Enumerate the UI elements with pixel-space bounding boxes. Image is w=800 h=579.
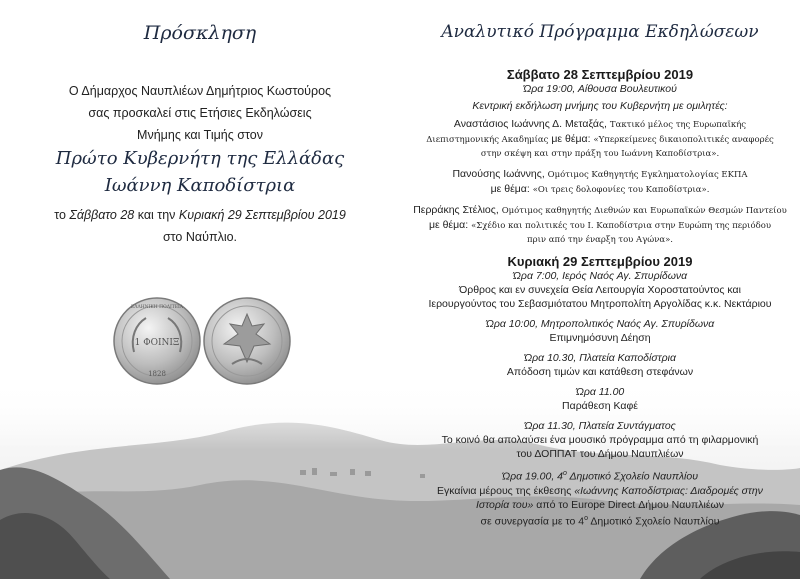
date-sunday: Κυριακή 29 Σεπτεμβρίου 2019 — [178, 208, 346, 222]
invitation-line: Ο Δήμαρχος Ναυπλιέων Δημήτριος Κωστούρος — [68, 84, 332, 98]
event-6-exhibit-2: Ιστορία του» — [476, 498, 534, 511]
event-5-desc: Το κοινό θα απολαύσει ένα μουσικό πρόγραμμα από τη φιλαρμονική — [441, 434, 759, 446]
speaker-3-topic: «Σχέδιο και πολιτικές του Ι. Καποδίστρια στην Ευρώπη της περιόδου — [471, 221, 772, 231]
day2-date: Κυριακή 29 Σεπτεμβρίου 2019 — [507, 254, 693, 269]
event-6-time-b: Δημοτικό Σχολείο Ναυπλίου — [566, 470, 698, 483]
speaker-3-role: Ομότιμος καθηγητής Διεθνών και Ευρωπαϊκών Θεσμών Παντείου — [501, 206, 787, 216]
speaker-1-line2 — [400, 132, 800, 147]
program-body — [400, 68, 800, 528]
event-2-time: Ώρα 10:00, Μητροπολιτικός Ναός Αγ. Σπυρίδωνα — [485, 318, 715, 330]
event-4-desc: Παράθεση Καφέ — [562, 400, 638, 412]
event-dates — [0, 204, 400, 248]
event-6-desc-b: από το Europe Direct Δήμου Ναυπλιέων — [533, 498, 724, 511]
speaker-3-topic-2: πριν από την έναρξη του Αγώνα». — [526, 235, 674, 245]
invitation-text — [0, 80, 400, 146]
event-5-time: Ώρα 11.30, Πλατεία Συντάγματος — [524, 420, 676, 432]
invitation-line: Μνήμης και Τιμής στον — [137, 128, 263, 142]
speaker-1-with: με θέμα: — [548, 133, 594, 145]
event-6-desc — [400, 484, 800, 498]
dates-line — [0, 204, 400, 226]
event-1-desc-2: Ιερουργούντος του Σεβασμιότατου Μητροπολίτη Αργολίδας κ.κ. Νεκτάριου — [428, 298, 772, 310]
dates-prefix: το — [54, 208, 70, 222]
event-1-desc: Όρθρος και εν συνεχεία Θεία Λειτουργία Χοροστατούντος και — [459, 284, 741, 296]
speaker-1-role: Τακτικό μέλος της Ευρωπαϊκής — [609, 120, 747, 130]
event-6-desc-a: Εγκαίνια μέρους της έκθεσης — [437, 484, 575, 497]
event-3-time: Ώρα 10.30, Πλατεία Καποδίστρια — [524, 352, 676, 364]
speaker-1 — [400, 117, 800, 132]
speaker-1-topic: «Υπερκείμενες δικαιοπολιτικές αναφορές — [593, 135, 774, 145]
date-saturday: Σάββατο 28 — [69, 208, 135, 222]
event-3-desc: Απόδοση τιμών και κατάθεση στεφάνων — [506, 366, 694, 378]
event-6-time-a: Ώρα 19.00, 4 — [502, 470, 564, 483]
speaker-1-topic-2: στην σκέψη και στην πράξη του Ιωάννη Καποδίστρια». — [480, 149, 720, 159]
day1-date: Σάββατο 28 Σεπτεμβρίου 2019 — [506, 67, 694, 82]
day1-event: Κεντρική εκδήλωση μνήμης του Κυβερνήτη με ομιλητές: — [472, 100, 728, 112]
speaker-3-name: Περράκης Στέλιος, — [413, 204, 499, 216]
speaker-3-line2 — [400, 218, 800, 233]
invitation-title: Πρόσκληση — [143, 22, 257, 44]
event-6-time — [400, 467, 800, 484]
event-2-desc: Επιμνημόσυνη Δέηση — [549, 332, 651, 344]
honoree-line-1: Πρώτο Κυβερνήτη της Ελλάδας — [55, 148, 345, 169]
coin-front-value: 1 ΦΟΙΝΙΞ — [134, 338, 180, 348]
speaker-2-line2 — [400, 182, 800, 197]
event-5-desc-2: του ΔΟΠΠΑΤ του Δήμου Ναυπλιέων — [516, 448, 684, 460]
program-page — [400, 0, 800, 579]
speaker-2-with: με θέμα: — [490, 183, 533, 195]
invitation-line: σας προσκαλεί στις Ετήσιες Εκδηλώσεις — [88, 106, 312, 120]
event-6-desc-3 — [400, 512, 800, 529]
speaker-2 — [400, 167, 800, 182]
coin-front-legend: ΕΛΛΗΝΙΚΗ ΠΟΛΙΤΕΙΑ — [130, 305, 184, 310]
event-1-time: Ώρα 7:00, Ιερός Ναός Αγ. Σπυρίδωνα — [512, 270, 688, 282]
speaker-3 — [400, 203, 800, 218]
day1-time: Ώρα 19:00, Αίθουσα Βουλευτικού — [523, 83, 677, 95]
dates-middle: και την — [134, 208, 179, 222]
speaker-2-topic: «Οι τρεις δολοφονίες του Καποδίστρια». — [532, 185, 710, 195]
event-6-exhibit: «Ιωάννης Καποδίστριας: Διαδρομές στην — [574, 484, 763, 497]
event-6-desc-d: Δημοτικό Σχολείο Ναυπλίου — [588, 515, 720, 527]
speaker-1-role-2: Διεπιστημονικής Ακαδημίας — [426, 135, 549, 145]
event-6-desc-2 — [400, 498, 800, 512]
coin-front-year: 1828 — [148, 370, 166, 378]
event-6-sup: ο — [563, 470, 567, 477]
speaker-2-role: Ομότιμος Καθηγητής Εγκληματολογίας ΕΚΠΑ — [547, 170, 748, 180]
coin-front — [114, 298, 200, 384]
event-6-desc-c: σε συνεργασία με το 4 — [480, 515, 585, 527]
phoenix-coins-image — [112, 292, 292, 390]
speaker-1-name: Αναστάσιος Ιωάννης Δ. Μεταξάς, — [453, 118, 607, 130]
speaker-2-name: Πανούσης Ιωάννης, — [452, 168, 545, 180]
event-4-time: Ώρα 11.00 — [575, 386, 625, 398]
speaker-3-with: με θέμα: — [428, 219, 472, 231]
program-title: Αναλυτικό Πρόγραμμα Εκδηλώσεων — [441, 22, 759, 42]
coin-back — [204, 298, 290, 384]
event-6-desc-sup: ο — [584, 514, 588, 522]
honoree-line-2: Ιωάννη Καποδίστρια — [104, 175, 296, 196]
honoree-name — [0, 145, 400, 199]
place-line: στο Ναύπλιο. — [162, 230, 238, 244]
